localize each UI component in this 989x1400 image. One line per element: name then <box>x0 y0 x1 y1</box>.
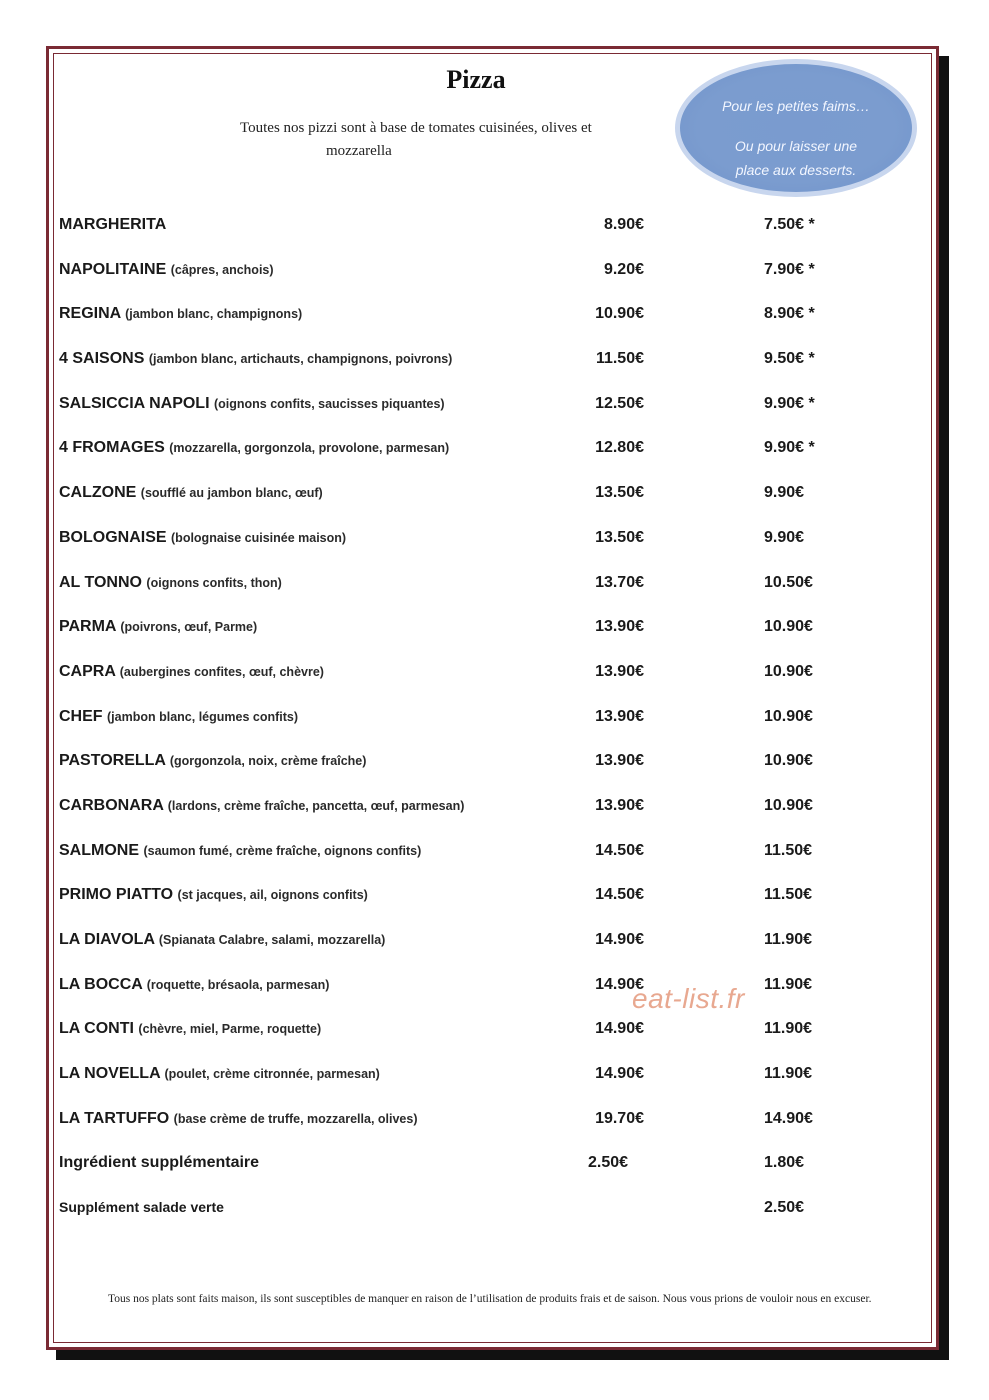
item-small-price: 8.90€ * <box>764 305 815 323</box>
item-ingredients: (oignons confits, thon) <box>146 575 282 590</box>
item-name-line <box>59 663 324 681</box>
item-name-line <box>59 931 385 949</box>
item-name: AL TONNO <box>59 573 142 591</box>
item-small-price: 1.80€ <box>764 1154 805 1172</box>
item-ingredients: (jambon blanc, champignons) <box>125 307 303 322</box>
item-price: 13.90€ <box>595 752 644 770</box>
footer-note: Tous nos plats sont faits maison, ils sont susceptibles de manquer en raison de l’utilisation de produits frais et de saison. Nous vous prions de vouloir nous en excuser. <box>108 1293 872 1305</box>
item-price: 19.70€ <box>595 1109 644 1127</box>
menu-item <box>59 564 879 609</box>
item-name-line <box>59 1154 259 1172</box>
item-name: PASTORELLA <box>59 752 166 770</box>
menu-item <box>59 474 879 519</box>
item-price: 13.90€ <box>595 707 644 725</box>
item-price: 13.50€ <box>595 484 644 502</box>
menu-item <box>59 787 879 832</box>
item-small-price: 14.90€ <box>764 1109 813 1127</box>
item-name-line <box>59 842 421 860</box>
callout-line-1: Pour les petites faims… <box>722 98 870 114</box>
item-small-price: 11.90€ <box>764 1020 813 1038</box>
item-name-line <box>59 1020 321 1038</box>
menu-item <box>59 966 879 1011</box>
item-name: Supplément salade verte <box>59 1199 224 1216</box>
item-name-line <box>59 484 323 502</box>
item-name-line <box>59 261 274 279</box>
item-name-line <box>59 529 346 547</box>
item-name: Ingrédient supplémentaire <box>59 1154 260 1172</box>
item-price: 12.50€ <box>595 394 644 412</box>
item-price: 13.90€ <box>595 618 644 636</box>
item-price: 14.90€ <box>595 1020 644 1038</box>
item-price: 14.50€ <box>595 841 644 859</box>
item-ingredients: (poivrons, œuf, Parme) <box>120 620 258 635</box>
menu-item <box>59 1100 879 1145</box>
item-price: 14.50€ <box>595 886 644 904</box>
item-name: NAPOLITAINE <box>59 260 167 278</box>
menu-item <box>59 206 879 251</box>
item-name: SALSICCIA NAPOLI <box>59 394 210 412</box>
menu-item <box>59 251 879 296</box>
item-name: LA TARTUFFO <box>59 1109 170 1127</box>
menu-item <box>59 519 879 564</box>
item-small-price: 9.90€ * <box>764 439 815 457</box>
item-ingredients: (soufflé au jambon blanc, œuf) <box>140 486 323 501</box>
item-ingredients: (aubergines confites, œuf, chèvre) <box>119 664 324 679</box>
item-ingredients: (Spianata Calabre, salami, mozzarella) <box>158 933 386 947</box>
item-name-line <box>59 976 329 994</box>
item-small-price: 9.90€ * <box>764 394 815 412</box>
item-small-price: 10.50€ <box>764 573 813 591</box>
item-small-price: 9.90€ <box>764 528 805 546</box>
menu-item <box>59 698 879 743</box>
item-name: CHEF <box>59 707 103 725</box>
item-small-price: 10.90€ <box>764 618 813 636</box>
menu-item <box>59 653 879 698</box>
item-ingredients: (gorgonzola, noix, crème fraîche) <box>169 754 367 769</box>
item-name-line <box>59 350 452 368</box>
item-ingredients: (jambon blanc, légumes confits) <box>107 709 299 724</box>
item-price: 13.50€ <box>595 528 644 546</box>
item-ingredients: (câpres, anchois) <box>170 262 274 277</box>
menu-item <box>59 1010 879 1055</box>
item-small-price: 10.90€ <box>764 796 813 814</box>
page-title: Pizza <box>446 65 506 94</box>
item-name: PRIMO PIATTO <box>59 886 174 904</box>
pizza-list <box>59 206 879 1234</box>
item-name: 4 SAISONS <box>59 350 145 368</box>
item-price: 13.90€ <box>595 662 644 680</box>
item-ingredients: (jambon blanc, artichauts, champignons, poivrons) <box>148 352 453 367</box>
item-name-line <box>59 305 302 323</box>
item-name-line <box>59 216 166 234</box>
item-small-price: 11.50€ <box>764 841 813 859</box>
item-price: 9.20€ <box>603 260 644 278</box>
menu-item <box>59 832 879 877</box>
item-price: 14.90€ <box>595 931 644 948</box>
item-name: LA DIAVOLA <box>59 931 155 948</box>
item-small-price: 9.90€ <box>764 484 805 502</box>
intro-text <box>232 117 652 163</box>
item-name-line <box>59 708 298 726</box>
item-name-line <box>59 886 368 904</box>
item-ingredients: (poulet, crème citronnée, parmesan) <box>164 1067 380 1082</box>
item-small-price: 7.90€ * <box>764 260 815 278</box>
item-name: MARGHERITA <box>59 216 167 233</box>
item-ingredients: (base crème de truffe, mozzarella, olives) <box>173 1111 418 1126</box>
item-name-line <box>59 752 366 770</box>
menu-item <box>59 1189 879 1234</box>
item-name: CARBONARA <box>59 796 164 814</box>
menu-item <box>59 1055 879 1100</box>
item-name-line <box>59 1199 224 1215</box>
intro-line-2: mozzarella <box>326 143 392 159</box>
menu-item <box>59 340 879 385</box>
item-name: SALMONE <box>59 841 139 859</box>
item-price: 14.90€ <box>595 1065 644 1083</box>
item-name: PARMA <box>59 618 116 636</box>
menu-item <box>59 742 879 787</box>
menu-item <box>59 921 879 966</box>
item-name: CAPRA <box>59 662 116 680</box>
item-price: 11.50€ <box>595 350 644 368</box>
item-price: 8.90€ <box>603 216 644 233</box>
item-name: REGINA <box>59 305 121 323</box>
item-name-line <box>59 395 445 413</box>
item-price: 2.50€ <box>588 1154 629 1172</box>
item-small-price: 10.90€ <box>764 707 813 725</box>
item-small-price: 10.90€ <box>764 752 813 770</box>
item-ingredients: (chèvre, miel, Parme, roquette) <box>138 1022 322 1037</box>
item-small-price: 10.90€ <box>764 662 813 680</box>
item-price: 14.90€ <box>595 975 644 993</box>
item-name-line <box>59 797 464 815</box>
item-ingredients: (roquette, brésaola, parmesan) <box>146 977 330 992</box>
item-ingredients: (oignons confits, saucisses piquantes) <box>213 396 445 411</box>
item-name: LA BOCCA <box>59 975 143 993</box>
small-appetite-callout <box>675 59 917 197</box>
item-name: LA NOVELLA <box>59 1065 161 1083</box>
menu-item <box>59 1144 879 1189</box>
item-name-line <box>59 618 257 636</box>
item-ingredients: (mozzarella, gorgonzola, provolone, parmesan) <box>169 441 450 456</box>
item-small-price: 11.90€ <box>764 1065 813 1083</box>
item-small-price: 7.50€ * <box>764 216 815 233</box>
item-name-line <box>59 1110 418 1128</box>
item-name-line <box>59 1065 380 1083</box>
item-name: LA CONTI <box>59 1020 134 1038</box>
item-ingredients: (saumon fumé, crème fraîche, oignons confits) <box>143 843 422 858</box>
item-small-price: 11.90€ <box>764 931 813 948</box>
item-small-price: 2.50€ <box>764 1199 805 1217</box>
item-small-price: 9.50€ * <box>764 350 815 368</box>
callout-line-3: place aux desserts. <box>735 162 857 178</box>
intro-line-1: Toutes nos pizzi sont à base de tomates cuisinées, olives et <box>240 120 592 136</box>
menu-item <box>59 429 879 474</box>
item-small-price: 11.50€ <box>764 886 813 904</box>
item-name: BOLOGNAISE <box>59 528 167 546</box>
menu-item <box>59 876 879 921</box>
item-name: CALZONE <box>59 484 137 502</box>
item-ingredients: (st jacques, ail, oignons confits) <box>177 888 368 903</box>
menu-item <box>59 608 879 653</box>
item-name: 4 FROMAGES <box>59 439 165 457</box>
menu-item <box>59 295 879 340</box>
item-price: 12.80€ <box>595 439 644 457</box>
item-name-line <box>59 439 449 457</box>
callout-line-2: Ou pour laisser une <box>734 138 858 154</box>
watermark-text: eat-list.fr <box>632 983 745 1014</box>
item-price: 10.90€ <box>595 305 644 323</box>
item-small-price: 11.90€ <box>764 975 813 993</box>
item-price: 13.70€ <box>595 573 644 591</box>
item-price: 13.90€ <box>595 796 644 814</box>
menu-item <box>59 385 879 430</box>
item-ingredients: (lardons, crème fraîche, pancetta, œuf, parmesan) <box>167 798 465 813</box>
item-ingredients: (bolognaise cuisinée maison) <box>171 530 347 545</box>
item-name-line <box>59 574 282 592</box>
